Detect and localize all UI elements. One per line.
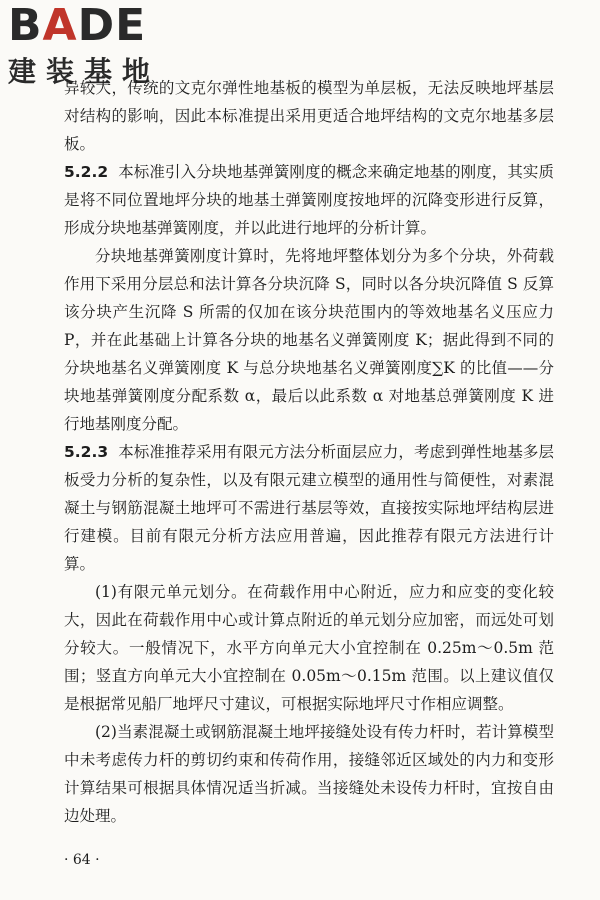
paragraph: (1)有限元单元划分。在荷载作用中心附近，应力和应变的变化较大，因此在荷载作用中心或计算点附近的单元划分应加密，而远处可划分较大。一般情况下，水平方向单元大小宜控制在 0.25m～0.5m 范围；竖直方向单元大小宜控制在 0.05m～0.15m 范围。以上建议值仅是根据常见船厂地坪尺寸建议，可根据实际地坪尺寸作相应调整。: [64, 583, 554, 713]
section-paragraph: 5.2.2 本标准引入分块地基弹簧刚度的概念来确定地基的刚度，其实质是将不同位置地坪分块的地基土弹簧刚度按地坪的沉降变形进行反算，形成分块地基弹簧刚度，并以此进行地坪的分析计算。: [64, 163, 554, 237]
watermark-logo-text: BADE: [8, 0, 147, 51]
paragraph: 分块地基弹簧刚度计算时，先将地坪整体划分为多个分块，外荷载作用下采用分层总和法计算各分块沉降 S，同时以各分块沉降值 S 反算该分块产生沉降 S 所需的仅加在该分块范围内的等效地基名义压应力 P，并在此基础上计算各分块的地基名义弹簧刚度 K；据此得到不同的分块地基名义弹簧刚度 K 与总分块地基名义弹簧刚度∑K 的比值——分块地基弹簧刚度分配系数 α，最后以此系数 α 对地基总弹簧刚度 K 进行地基刚度分配。: [64, 247, 554, 433]
document-body: [64, 74, 554, 830]
section-number: 5.2.3: [64, 443, 109, 461]
paragraph: 异较大，传统的文克尔弹性地基板的模型为单层板，无法反映地坪基层对结构的影响，因此本标准提出采用更适合地坪结构的文克尔地基多层板。: [64, 79, 554, 153]
watermark-subtitle: 建装基地: [8, 55, 161, 88]
section-paragraph: 5.2.3 本标准推荐采用有限元方法分析面层应力，考虑到弹性地基多层板受力分析的复杂性，以及有限元建立模型的通用性与简便性，对素混凝土与钢筋混凝土地坪可不需进行基层等效，直接按实际地坪结构层进行建模。目前有限元分析方法应用普遍，因此推荐有限元方法进行计算。: [64, 443, 554, 573]
paragraph: (2)当素混凝土或钢筋混凝土地坪接缝处设有传力杆时，若计算模型中未考虑传力杆的剪切约束和传荷作用，接缝邻近区域处的内力和变形计算结果可根据具体情况适当折减。当接缝处未设传力杆时，宜按自由边处理。: [64, 723, 554, 825]
section-number: 5.2.2: [64, 163, 109, 181]
page-number: · 64 ·: [64, 852, 100, 868]
